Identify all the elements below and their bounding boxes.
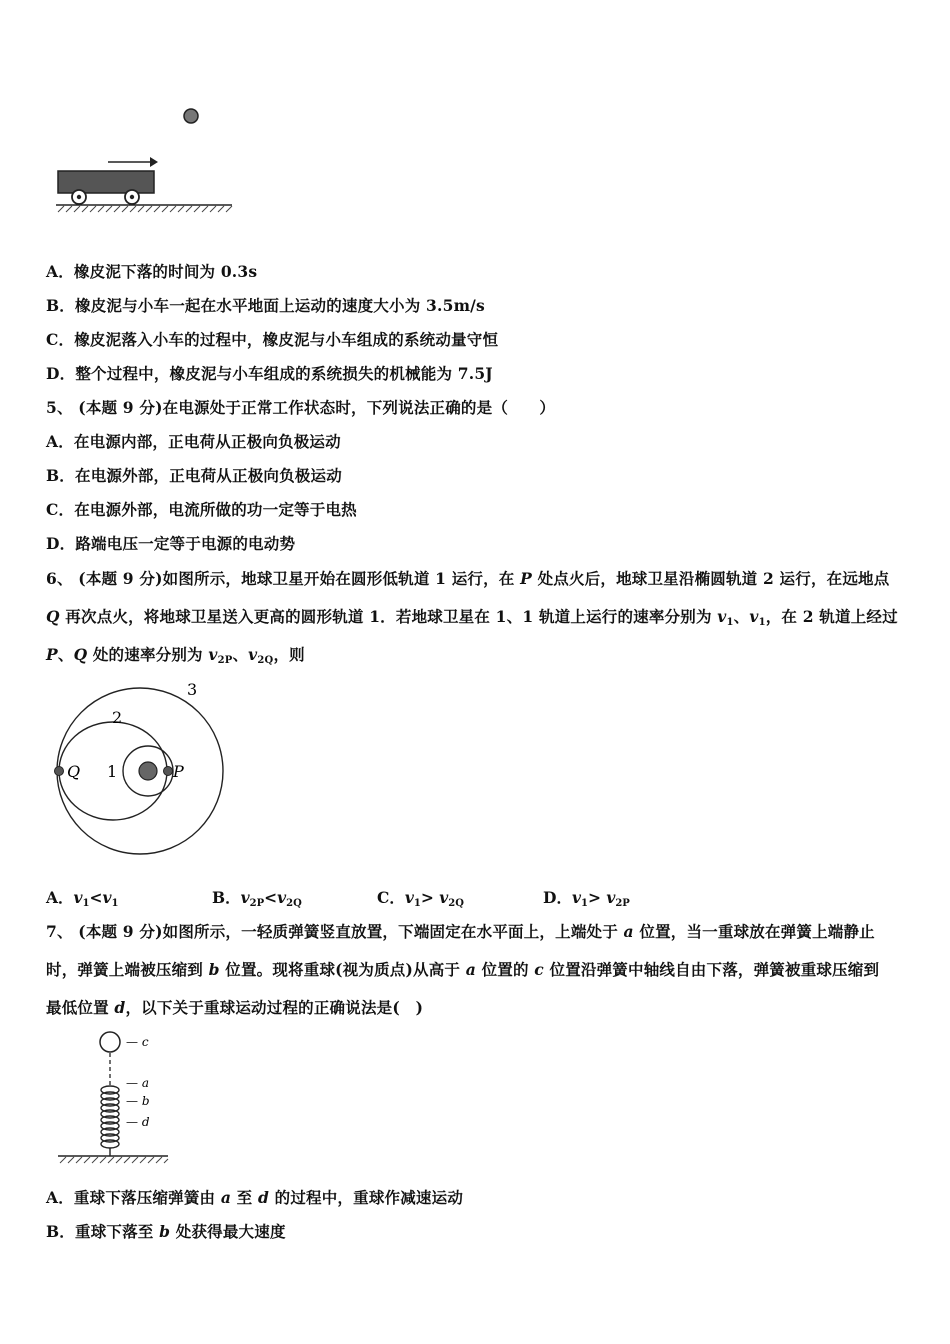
q5-option-c: C．在电源外部，电流所做的功一定等于电热 — [46, 500, 357, 519]
orbit-figure — [50, 675, 250, 865]
q6-option-b: B．$v_{2P}<v_{2Q}$ — [212, 888, 302, 909]
q6-stem-line1: 6、 (本题 9 分)如图所示，地球卫星开始在圆形低轨道 1 运行，在 P 处点火后，地球卫星沿椭圆轨道 2 运行，在远地点 — [46, 569, 890, 588]
earth — [139, 762, 157, 780]
cart-body — [58, 171, 154, 193]
q7-stem-line3: 最低位置 d，以下关于重球运动过程的正确说法是( ) — [46, 998, 424, 1017]
q6-stem-line3: P、Q 处的速率分别为 $v_{2P}$、$v_{2Q}$，则 — [46, 645, 305, 666]
q6-option-d: D．$v_1> v_{2P}$ — [543, 888, 630, 909]
q6-option-a: A．$v_1<v_1$ — [46, 888, 119, 909]
q4-option-c: C．橡皮泥落入小车的过程中，橡皮泥与小车组成的系统动量守恒 — [46, 330, 499, 349]
q4-option-a: A．橡皮泥下落的时间为 0.3s — [46, 262, 258, 281]
velocity-arrow — [150, 157, 158, 167]
q6-stem-line2: Q 再次点火，将地球卫星送入更高的圆形轨道 1．若地球卫星在 1、1 轨道上运行的速率分别为 $v_1$、$v_1$，在 2 轨道上经过 — [46, 607, 898, 628]
point-q — [55, 767, 64, 776]
q7-stem-line1: 7、 (本题 9 分)如图所示，一轻质弹簧竖直放置，下端固定在水平面上，上端处于 a 位置，当一重球放在弹簧上端静止 — [46, 922, 875, 941]
q7-option-a: A．重球下落压缩弹簧由 a 至 d 的过程中，重球作减速运动 — [46, 1188, 464, 1207]
q6-option-c: C．$v_1> v_{2Q}$ — [377, 888, 464, 909]
q7-option-b: B．重球下落至 b 处获得最大速度 — [46, 1222, 286, 1241]
label-c: — c — [126, 1035, 149, 1049]
q5-stem: 5、 (本题 9 分)在电源处于正常工作状态时，下列说法正确的是（ ） — [46, 398, 556, 417]
p-label: P — [173, 762, 184, 781]
falling-ball — [184, 109, 198, 123]
q4-option-b: B．橡皮泥与小车一起在水平地面上运动的速度大小为 3.5m/s — [46, 296, 485, 315]
q5-option-b: B．在电源外部，正电荷从正极向负极运动 — [46, 466, 342, 485]
orbit-2-label: 2 — [112, 708, 123, 727]
q4-option-d: D．整个过程中，橡皮泥与小车组成的系统损失的机械能为 7.5J — [46, 364, 493, 383]
spring-figure — [50, 1028, 230, 1168]
label-b: — b — [126, 1094, 150, 1108]
q5-option-a: A．在电源内部，正电荷从正极向负极运动 — [46, 432, 341, 451]
label-a: — a — [126, 1076, 149, 1090]
point-p — [164, 767, 173, 776]
cart-figure — [50, 100, 250, 220]
q-label: Q — [67, 762, 81, 781]
orbit-1-label: 1 — [107, 762, 118, 781]
label-d: — d — [126, 1115, 150, 1129]
q5-option-d: D．路端电压一定等于电源的电动势 — [46, 534, 296, 553]
q7-stem-line2: 时，弹簧上端被压缩到 b 位置。现将重球(视为质点)从高于 a 位置的 c 位置沿弹簧中轴线自由下落，弹簧被重球压缩到 — [46, 960, 880, 979]
orbit-3-label: 3 — [187, 680, 198, 699]
heavy-ball — [100, 1032, 120, 1052]
spring — [101, 1086, 119, 1148]
